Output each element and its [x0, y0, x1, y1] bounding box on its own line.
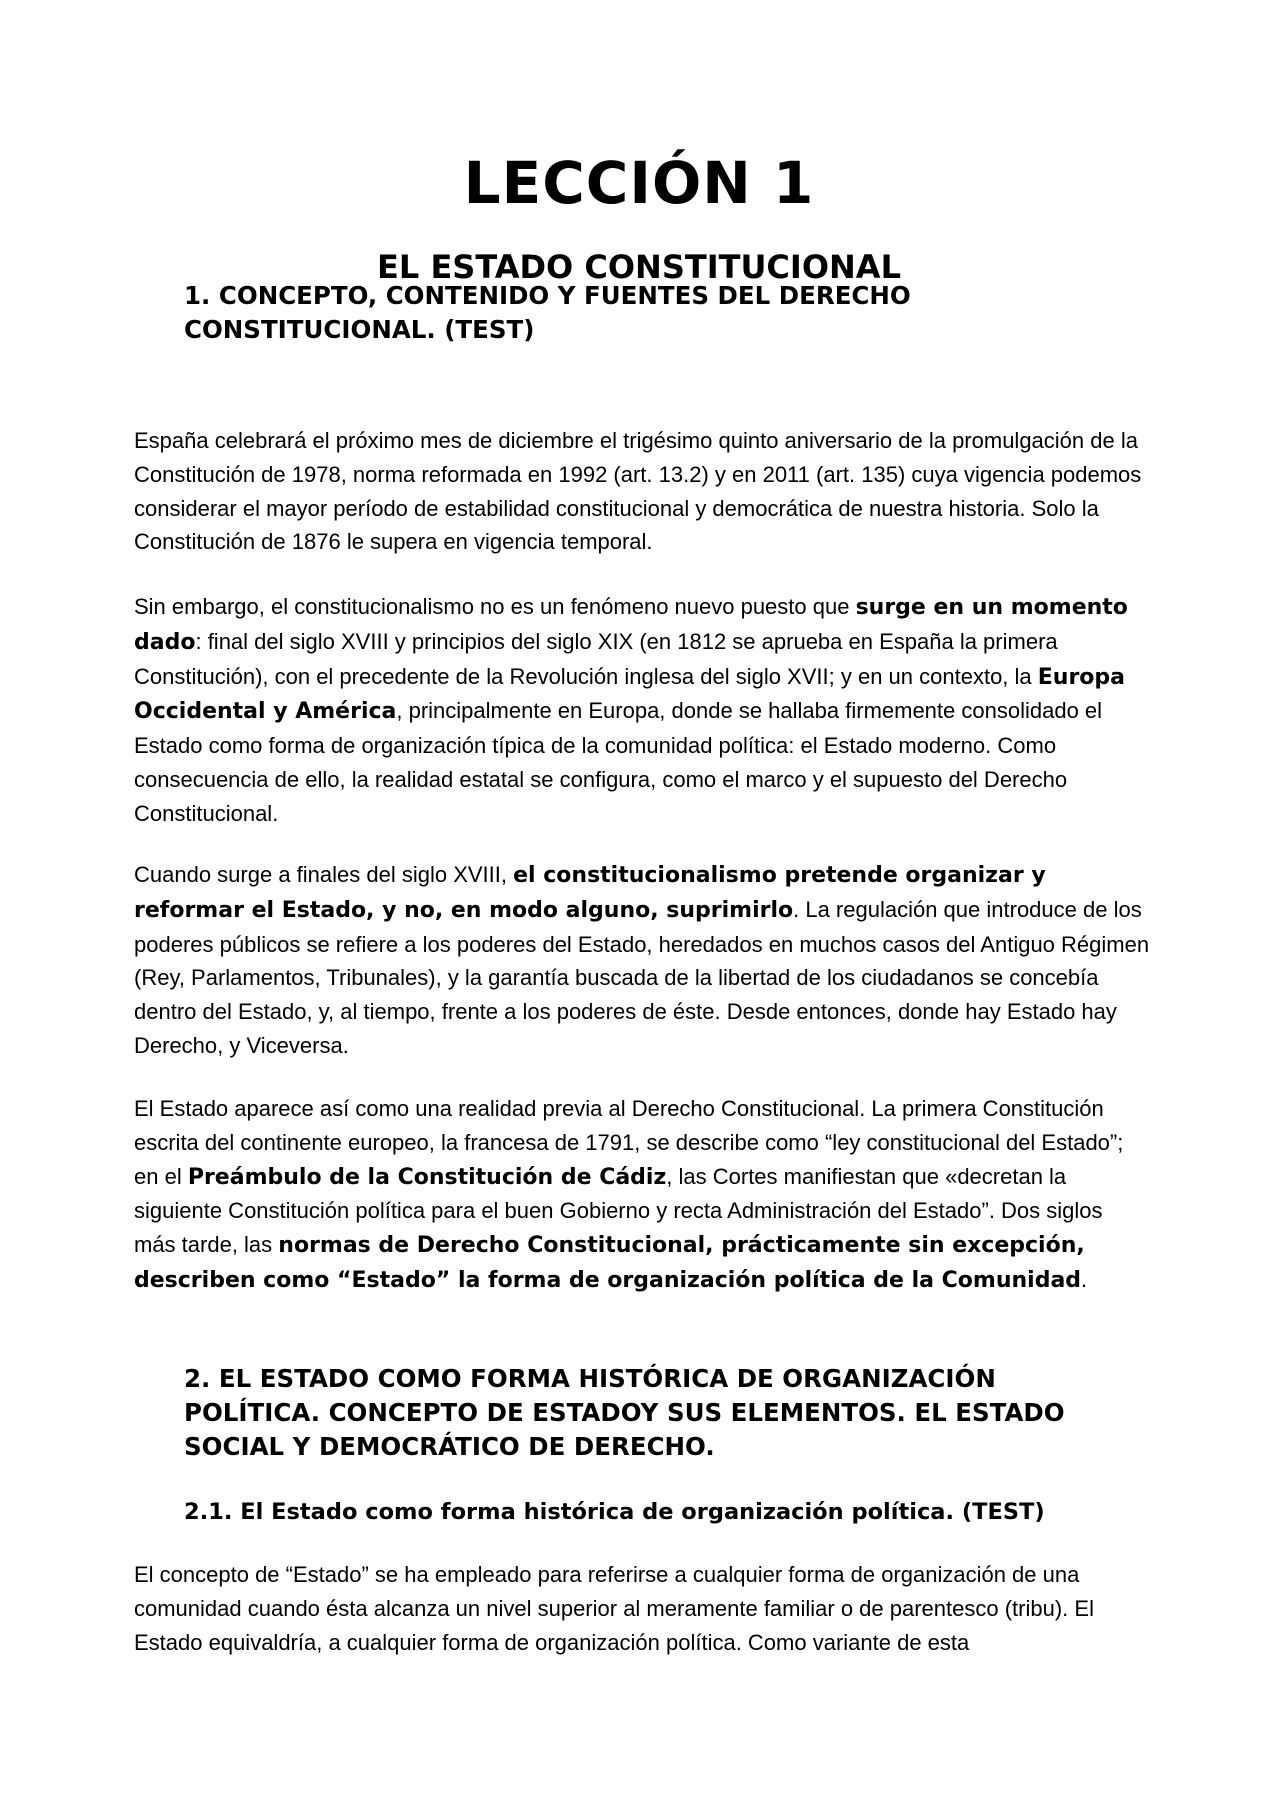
section-1-heading: 1. CONCEPTO, CONTENIDO Y FUENTES DEL DERECHO CONSTITUCIONAL. (TEST) — [184, 281, 911, 344]
lesson-title: LECCIÓN 1 — [463, 149, 815, 217]
paragraph-4-bold-1: Preámbulo de la Constitución de Cádiz — [187, 1164, 667, 1190]
paragraph-2-text-2: : final del siglo XVIII y principios del siglo XIX (en 1812 se aprueba en España la primera Constitución), con el precedente de la Revolución inglesa del siglo XVII; y en un contexto, la — [134, 628, 1058, 689]
paragraph-1 — [134, 424, 1150, 559]
paragraph-4-bold-2: normas de Derecho Constitucional, prácticamente sin excepción, describen como “Estado” la forma de organización política de la Comunidad — [134, 1233, 1085, 1293]
paragraph-4-text-3: . — [1081, 1266, 1088, 1292]
paragraph-3-text-1: Cuando surge a finales del siglo XVIII, — [134, 862, 514, 887]
paragraph-2 — [134, 590, 1150, 831]
paragraph-4-text-2: , las Cortes manifiestan que «decretan la siguiente Constitución política para el buen Gobierno y recta Administración del Estado”. Dos siglos más tarde, las — [134, 1163, 1103, 1258]
paragraph-2-text-3: , principalmente en Europa, donde se hallaba firmemente consolidado el Estado como forma de organización típica de la comunidad política: el Estado moderno. Como consecuencia de ello, la realidad estatal se configura, como el marco y el supuesto del Derecho Constitucional. — [134, 698, 1103, 826]
paragraph-3-bold-1: el constitucionalismo pretende organizar y reformar el Estado, y no, en modo alguno, suprimirlo — [134, 863, 1046, 923]
paragraph-4 — [134, 1092, 1150, 1298]
lesson-subtitle: EL ESTADO CONSTITUCIONAL — [377, 248, 901, 286]
paragraph-4-text-1: El Estado aparece así como una realidad previa al Derecho Constitucional. La primera Constitución escrita del continente europeo, la francesa de 1791, se describe como “ley constitucional del Estado”; en el — [134, 1096, 1124, 1189]
section-2-heading: 2. EL ESTADO COMO FORMA HISTÓRICA DE ORGANIZACIÓN POLÍTICA. CONCEPTO DE ESTADOY SUS ELEMENTOS. EL ESTADO SOCIAL Y DEMOCRÁTICO DE DERECHO. — [184, 1364, 1065, 1461]
paragraph-5 — [134, 1558, 1150, 1659]
paragraph-2-text-1: Sin embargo, el constitucionalismo no es un fenómeno nuevo puesto que — [134, 594, 856, 619]
paragraph-3-text-2: . La regulación que introduce de los poderes públicos se refiere a los poderes del Estado, heredados en muchos casos del Antiguo Régimen (Rey, Parlamentos, Tribunales), y la garantía buscada de la libertad de los ciudadanos se concebía dentro del Estado, y, al tiempo, frente a los poderes de éste. Desde entonces, donde hay Estado hay Derecho, y Viceversa. — [134, 896, 1150, 1058]
paragraph-2-bold-1: surge en un momento dado — [134, 595, 1128, 655]
section-2-1-heading: 2.1. El Estado como forma histórica de organización política. (TEST) — [184, 1499, 1045, 1525]
paragraph-5-text: El concepto de “Estado” se ha empleado para referirse a cualquier forma de organización de una comunidad cuando ésta alcanza un nivel superior al meramente familiar o de parentesco (tribu). El Estado equivaldría, a cualquier forma de organización política. Como variante de esta — [134, 1562, 1094, 1655]
document-page — [134, 0, 1150, 1811]
paragraph-3 — [134, 858, 1150, 1063]
paragraph-2-bold-2: Europa Occidental y América — [134, 664, 1126, 725]
paragraph-1-text: España celebrará el próximo mes de diciembre el trigésimo quinto aniversario de la promulgación de la Constitución de 1978, norma reformada en 1992 (art. 13.2) y en 2011 (art. 135) cuya vigencia podemos considerar el mayor período de estabilidad constitucional y democrática de nuestra historia. Solo la Constitución de 1876 le supera en vigencia temporal. — [134, 428, 1142, 555]
